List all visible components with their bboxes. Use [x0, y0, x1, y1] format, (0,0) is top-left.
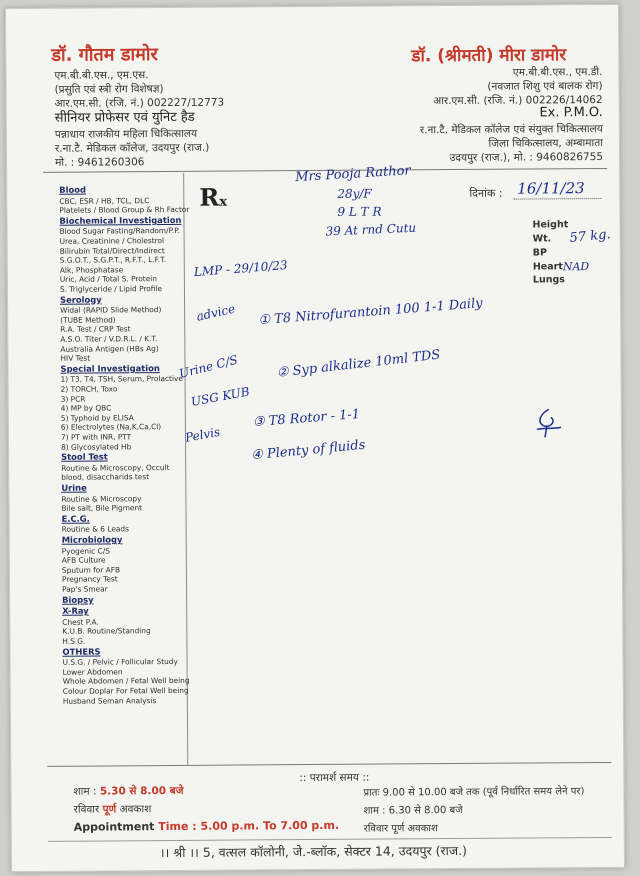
rx-r: R	[199, 182, 220, 212]
rx-symbol	[199, 183, 227, 212]
investigation-item: HIV Test	[60, 353, 91, 363]
doctor-left-hospital: पन्नाधाय राजकीय महिला चिकित्सालय	[54, 127, 198, 141]
doctor-left-mobile: मो. : 9461260306	[55, 156, 145, 169]
hw-side-urine: Urine C/S	[177, 352, 240, 381]
investigation-item: blood, disaccharids test	[61, 472, 150, 483]
investigation-item: S.G.O.T., S.G.P.T., R.F.T., L.F.T.	[59, 255, 167, 265]
investigation-item: Bile salt, Bile Pigment	[61, 503, 143, 513]
investigation-item: CBC, ESR / HB, TCL, DLC	[59, 195, 150, 206]
investigation-section-heading: Blood	[59, 184, 87, 195]
doctor-left-specialty: (प्रसुति एवं स्त्री रोग विशेषज्ञ)	[54, 83, 164, 96]
hw-weight: 57 kg.	[568, 227, 612, 246]
address-divider	[48, 837, 612, 842]
date-line	[513, 198, 601, 200]
hw-patient-name: Mrs Pooja Rathor	[294, 163, 412, 186]
investigation-item: 3) PCR	[60, 394, 86, 404]
investigation-item: Colour Doplar For Fetal Well being	[62, 685, 189, 696]
hw-med1: ① T8 Nitrofurantoin 100 1-1 Daily	[257, 296, 484, 329]
investigation-item: Pyogenic C/S	[61, 546, 110, 556]
investigation-item: Pap's Smear	[62, 584, 108, 594]
investigation-section-heading: Microbiology	[61, 534, 123, 545]
hw-side-usg: USG KUB	[189, 384, 251, 409]
hw-side-pelvis: Pelvis	[184, 424, 222, 445]
rx-x: x	[219, 194, 228, 210]
investigation-section-heading: Biopsy	[62, 594, 94, 605]
investigation-item: Routine & 6 Leads	[61, 524, 129, 535]
investigation-item: Lower Abdomen	[62, 667, 123, 677]
investigation-item: H.S.G.	[62, 636, 86, 646]
investigation-item: Bilirubin Total/Direct/Indirect	[59, 245, 165, 256]
hw-line3: 9 L T R	[337, 204, 382, 219]
investigation-item: A.S.O. Titer / V.D.R.L. / K.T.	[60, 334, 158, 344]
investigation-item: Pregnancy Test	[61, 574, 118, 585]
investigation-item: Routine & Microscopy	[61, 493, 142, 504]
investigation-item: S. Triglyceride / Lipid Profile	[59, 284, 163, 294]
doctor-right-reg: आर.एम.सी. (रजि. नं.) 002226/14062	[433, 93, 603, 108]
investigation-item: 2) TORCH, Toxo	[60, 384, 118, 394]
doctor-left-degree: एम.बी.बी.एस., एम.एस.	[54, 69, 149, 82]
hw-med4: ④ Plenty of fluids	[250, 437, 366, 464]
evening-time-left	[73, 784, 183, 799]
investigation-item: R.A. Test / CRP Test	[60, 324, 131, 335]
investigation-item: 5) Typhoid by ELISA	[60, 413, 134, 423]
investigation-item: Whole Abdomen / Fetal Well being	[62, 676, 190, 687]
doctor-right-specialty: (नवजात शिशु एवं बालक रोग)	[487, 79, 603, 93]
hw-side-advice: advice	[195, 301, 237, 324]
doctor-right-mobile: उदयपुर (राज.), मो. : 9460826755	[449, 150, 604, 165]
vital-height: Height	[532, 219, 569, 231]
vital-weight: Wt.	[532, 233, 552, 245]
investigation-item: Australia Antigen (HBs Ag)	[60, 343, 159, 354]
investigation-item: Blood Sugar Fasting/Random/P.P.	[59, 226, 180, 237]
investigation-item: Platelets / Blood Group & Rh Factor	[59, 205, 190, 215]
hw-date: 16/11/23	[517, 179, 585, 198]
investigation-item: 1) T3, T4, TSH, Serum, Prolactive	[60, 374, 183, 385]
investigation-item: Urea, Creatinine / Cholestrol	[59, 236, 165, 246]
clinic-address: ।। श्री ।। 5, वत्सल कॉलोनी, जे.-ब्लॉक, सेक्टर 14, उदयपुर (राज.)	[159, 842, 468, 861]
doctor-right-college: र.ना.टै. मेडिकल कॉलेज एवं संयुक्त चिकित्सालय	[419, 122, 603, 137]
doctor-right-degree: एम.बी.बी.एस., एम.डी.	[512, 65, 603, 79]
investigation-item: AFB Culture	[61, 555, 106, 565]
doctor-right-hospital: जिला चिकित्सालय, अम्बामाता	[488, 136, 603, 150]
investigation-item: Alk, Phosphatase	[59, 265, 124, 275]
sunday-left-holiday: अवकाश	[119, 803, 152, 816]
investigation-section-heading: OTHERS	[62, 646, 101, 657]
consult-time-title: :: परामर्श समय ::	[299, 771, 370, 785]
sunday-left-full: पूर्ण	[102, 803, 117, 816]
investigation-item: Uric, Acid / Total S. Protein	[59, 274, 158, 285]
investigation-section-heading: Special Investigation	[60, 362, 160, 374]
investigation-section-heading: Serology	[59, 294, 102, 305]
morning-time: प्रातः 9.00 से 10.00 बजे तक (पूर्व निर्धारित समय लेने पर)	[363, 786, 585, 799]
investigation-item: 7) PT with INR, PTT	[60, 432, 132, 442]
investigation-item: 4) MP by QBC	[60, 403, 112, 413]
vital-lungs: Lungs	[532, 274, 565, 286]
investigation-section-heading: Biochemical Investigation	[59, 214, 182, 226]
doctor-left-name: डॉ. गौतम डामोर	[51, 44, 158, 66]
investigation-item: 8) Glycosylated Hb	[61, 441, 132, 452]
investigation-item: 6) Electrolytes (Na,K,Ca,Cl)	[60, 422, 162, 433]
investigation-section-heading: X-Ray	[62, 605, 89, 616]
evening-time: 5.30 से 8.00 बजे	[99, 784, 184, 798]
prescription-sheet	[5, 4, 625, 872]
hw-med2: ② Syp alkalize 10ml TDS	[276, 347, 441, 381]
investigation-item: Chest P.A.	[62, 617, 99, 627]
doctor-left-designation: सीनियर प्रोफेसर एवं युनिट हैड	[54, 109, 195, 126]
vital-bp: BP	[532, 247, 547, 259]
hw-age: 28y/F	[337, 186, 372, 201]
investigation-item: K.U.B. Routine/Standing	[62, 626, 151, 637]
hw-lmp: LMP - 29/10/23	[193, 257, 289, 280]
evening-label: शाम :	[73, 785, 97, 798]
date-label: दिनांक :	[469, 186, 503, 200]
investigation-item: Sputum for AFB	[61, 565, 121, 575]
investigation-section-heading: Urine	[61, 482, 87, 493]
investigation-item: Routine & Microscopy, Occult	[61, 462, 170, 473]
investigation-item: U.S.G. / Pelvic / Follicular Study	[62, 657, 178, 667]
investigation-section-heading: E.C.G.	[61, 513, 90, 524]
evening-time-right: शाम : 6.30 से 8.00 बजे	[363, 804, 463, 817]
vital-heart: Heart	[532, 261, 563, 273]
doctor-right-former: Ex. P.M.O.	[539, 104, 603, 121]
appointment-time: Time : 5.00 p.m. To 7.00 p.m.	[158, 818, 340, 834]
appointment-row	[74, 819, 339, 834]
investigations-sidebar	[43, 173, 188, 766]
hw-med3: ③ T8 Rotor - 1-1	[252, 406, 361, 431]
hw-line4: 39 At rnd Cutu	[325, 220, 417, 239]
investigation-item: Husband Seman Analysis	[62, 695, 157, 706]
doctor-right-name: डॉ. (श्रीमती) मीरा डामोर	[411, 45, 567, 67]
appointment-label: Appointment	[73, 820, 155, 834]
signature-mark	[533, 407, 563, 439]
hw-lungs: NAD	[562, 260, 590, 274]
investigation-item: Widal (RAPID Slide Method)	[60, 305, 162, 315]
sunday-left-label: रविवार	[73, 803, 100, 816]
investigation-item: (TUBE Method)	[60, 315, 116, 325]
doctor-left-college: र.ना.टै. मेडिकल कॉलेज, उदयपुर (राज.)	[54, 141, 210, 155]
sunday-left	[74, 802, 152, 817]
investigation-section-heading: Stool Test	[61, 451, 108, 462]
doctor-left-reg: आर.एम.सी. (रजि. नं.) 002227/12773	[54, 96, 225, 110]
sunday-right: रविवार पूर्ण अवकाश	[363, 823, 438, 835]
